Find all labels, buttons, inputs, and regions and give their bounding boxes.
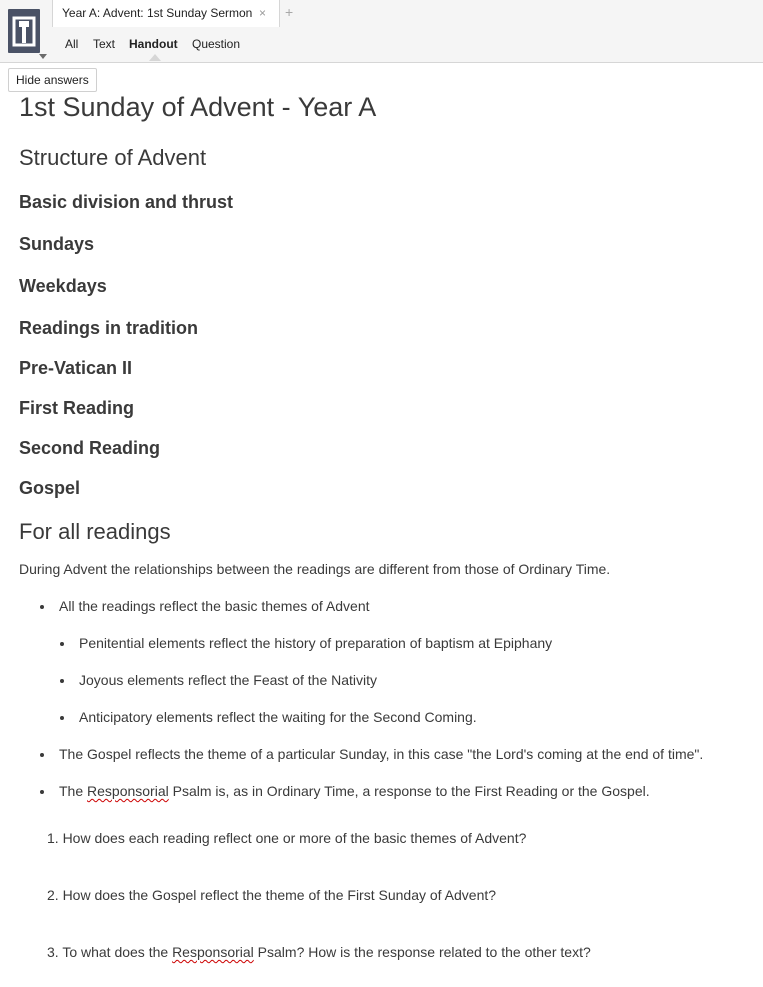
question-1: 1. How does each reading reflect one or more of the basic themes of Advent?	[47, 830, 527, 846]
bullet-marker	[40, 790, 44, 794]
bullet-marker	[60, 716, 64, 720]
list-item: All the readings reflect the basic themes of Advent	[59, 598, 370, 614]
heading-pre-vatican: Pre-Vatican II	[19, 358, 133, 378]
tab-title: Year A: Advent: 1st Sunday Sermon	[62, 6, 253, 20]
question-3	[47, 944, 591, 960]
list-item-text: Psalm is, as in Ordinary Time, a response to the First Reading or the Gospel.	[168, 783, 650, 799]
list-item-text: The	[59, 783, 88, 799]
heading-sundays: Sundays	[19, 234, 95, 254]
list-item: Joyous elements reflect the Feast of the Nativity	[79, 672, 378, 688]
question-2: 2. How does the Gospel reflect the theme of the First Sunday of Advent?	[47, 887, 497, 903]
heading-gospel: Gospel	[19, 478, 81, 498]
bullet-marker	[60, 642, 64, 646]
bullet-marker	[40, 753, 44, 757]
close-icon[interactable]: ×	[259, 6, 267, 20]
chevron-down-icon[interactable]	[39, 54, 47, 59]
heading-first-reading: First Reading	[19, 398, 135, 418]
bullet-marker	[40, 605, 44, 609]
logos-tower-icon[interactable]	[8, 9, 40, 53]
bullet-marker	[60, 679, 64, 683]
section-heading-readings: For all readings	[19, 519, 171, 544]
nav-all[interactable]: All	[65, 37, 79, 51]
question-text: 3. To what does the	[47, 944, 173, 960]
hide-answers-button[interactable]: Hide answers	[8, 68, 97, 92]
section-heading-structure: Structure of Advent	[19, 145, 207, 170]
nav-question[interactable]: Question	[192, 37, 241, 51]
list-item: The Gospel reflects the theme of a particular Sunday, in this case "the Lord's coming at the end of time".	[59, 746, 704, 762]
intro-paragraph: During Advent the relationships between the readings are different from those of Ordinary Time.	[19, 561, 611, 577]
heading-readings-in-tradition: Readings in tradition	[19, 318, 199, 338]
nav-text[interactable]: Text	[93, 37, 116, 51]
misspelled-word[interactable]: Responsorial	[172, 944, 254, 960]
nav-handout[interactable]: Handout	[129, 37, 178, 51]
list-item: Penitential elements reflect the history of preparation of baptism at Epiphany	[79, 635, 553, 651]
heading-second-reading: Second Reading	[19, 438, 161, 458]
list-item: Anticipatory elements reflect the waiting for the Second Coming.	[79, 709, 477, 725]
document-tab[interactable]	[52, 0, 280, 27]
active-nav-indicator	[149, 54, 161, 61]
app-toolbar	[0, 0, 763, 63]
heading-weekdays: Weekdays	[19, 276, 107, 296]
add-tab-icon[interactable]: +	[285, 4, 294, 20]
misspelled-word[interactable]: Responsorial	[87, 783, 169, 799]
question-text: Psalm? How is the response related to the other text?	[253, 944, 591, 960]
list-item	[59, 783, 650, 799]
page-title: 1st Sunday of Advent - Year A	[19, 92, 377, 122]
heading-basic-division: Basic division and thrust	[19, 192, 234, 212]
